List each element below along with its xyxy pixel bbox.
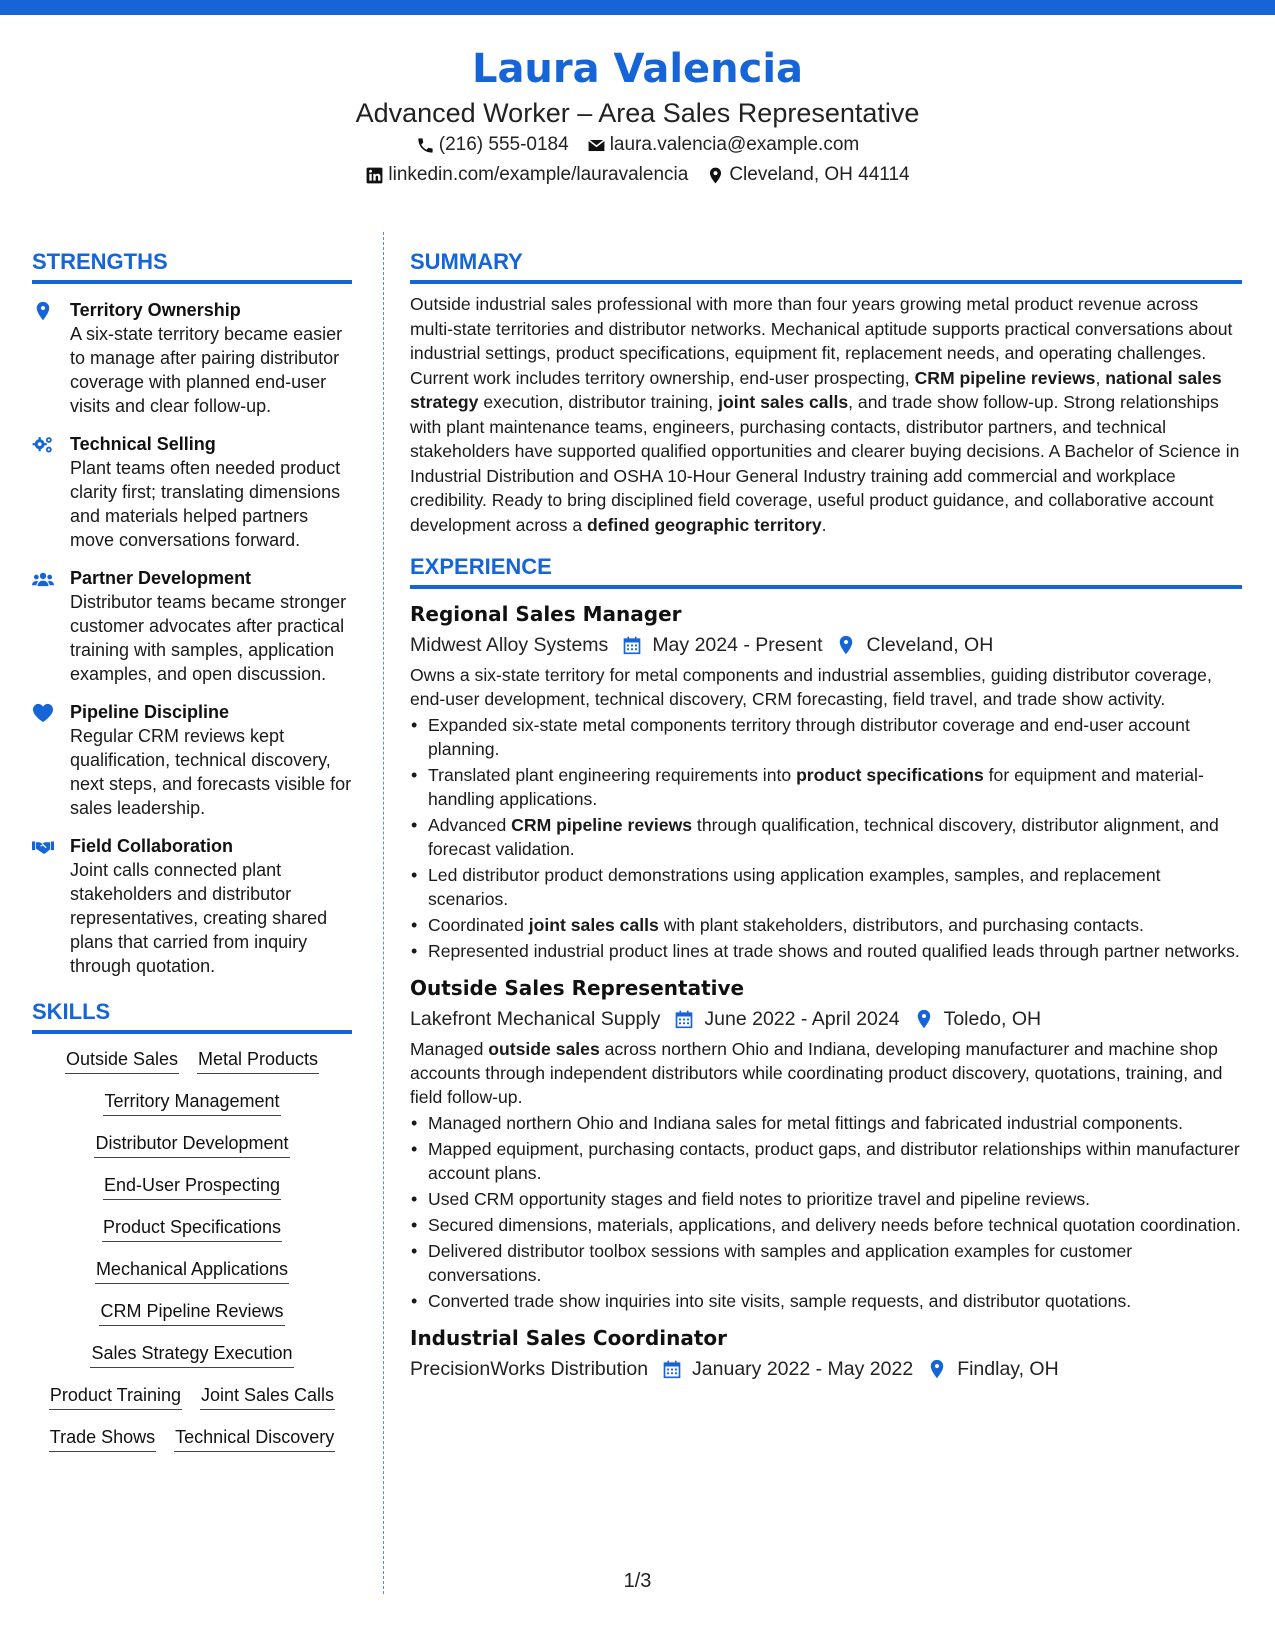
bold-text: joint sales calls bbox=[528, 915, 659, 935]
bullet-item bbox=[410, 913, 1242, 937]
strength-description: Distributor teams became stronger customer advocates after practical training with samples, application examples, and open discussion. bbox=[70, 592, 347, 684]
job-meta bbox=[410, 1353, 1242, 1385]
text-segment: Advanced bbox=[428, 815, 512, 835]
strength-description: Joint calls connected plant stakeholders and distributor representatives, creating shared plans that carried from inquiry through quotation. bbox=[70, 860, 328, 976]
contact-row-2 bbox=[0, 160, 1275, 190]
jobs-list bbox=[410, 599, 1242, 1385]
text-segment: Represented industrial product lines at trade shows and routed qualified leads through partner networks. bbox=[428, 941, 1240, 961]
strength-item bbox=[32, 432, 352, 552]
summary-text bbox=[410, 292, 1242, 537]
skill-row bbox=[99, 1298, 284, 1326]
skill-tag: Metal Products bbox=[197, 1046, 319, 1074]
bullet-item bbox=[410, 863, 1242, 911]
job-entry bbox=[410, 599, 1242, 963]
company-name: Lakefront Mechanical Supply bbox=[410, 1008, 661, 1030]
strength-item bbox=[32, 834, 352, 978]
job-dates: January 2022 - May 2022 bbox=[692, 1358, 914, 1380]
skill-row bbox=[90, 1340, 293, 1368]
job-entry bbox=[410, 1323, 1242, 1385]
job-location: Findlay, OH bbox=[957, 1358, 1059, 1380]
bold-text: product specifications bbox=[796, 765, 984, 785]
linkedin-text: linkedin.com/example/lauravalencia bbox=[388, 164, 689, 185]
job-title: Regional Sales Manager bbox=[410, 602, 682, 626]
job-meta bbox=[410, 1003, 1242, 1035]
bullet-item bbox=[410, 1137, 1242, 1185]
column-divider bbox=[383, 232, 384, 1594]
strengths-list bbox=[32, 298, 352, 978]
experience-heading: EXPERIENCE bbox=[410, 551, 1242, 589]
text-segment: , and trade show follow-up. Strong relationships with plant maintenance teams, engineers, purchasing contacts, distributor partners, and technical stakeholders have supported qualified opportunities and clearer buying decisions. A Bachelor of Science in Industrial Distribution and OSHA 10-Hour General Industry training add commercial and workplace credibility. Ready to bring disciplined field coverage, useful product guidance, and collaborative account development across a bbox=[410, 392, 1240, 535]
top-accent-bar bbox=[0, 0, 1275, 15]
map-pin-icon bbox=[927, 1359, 947, 1379]
skill-tag: Product Specifications bbox=[102, 1214, 282, 1242]
right-column bbox=[410, 246, 1242, 1385]
bullet-item bbox=[410, 1187, 1242, 1211]
location-contact bbox=[706, 160, 909, 190]
skill-row bbox=[49, 1382, 335, 1410]
skill-tag: Product Training bbox=[49, 1382, 182, 1410]
bullet-item bbox=[410, 713, 1242, 761]
job-location: Cleveland, OH bbox=[866, 634, 994, 656]
strength-description: Regular CRM reviews kept qualification, technical discovery, next steps, and forecasts visible for sales leadership. bbox=[70, 726, 352, 818]
skill-tag: Sales Strategy Execution bbox=[90, 1340, 293, 1368]
text-segment: with plant stakeholders, distributors, and purchasing contacts. bbox=[658, 915, 1144, 935]
map-pin-icon bbox=[32, 298, 70, 418]
text-segment: Converted trade show inquiries into site visits, sample requests, and distributor quotations. bbox=[428, 1291, 1132, 1311]
email-text: laura.valencia@example.com bbox=[609, 134, 860, 155]
bold-text: CRM pipeline reviews bbox=[914, 367, 1096, 388]
bullet-item bbox=[410, 813, 1242, 861]
skill-tag: Joint Sales Calls bbox=[200, 1382, 335, 1410]
strength-title: Pipeline Discipline bbox=[70, 702, 230, 722]
envelope-icon bbox=[587, 136, 606, 155]
text-segment: Owns a six-state territory for metal components and industrial assemblies, guiding distributor coverage, end-user development, technical discovery, CRM forecasting, field travel, and trade show activity. bbox=[410, 665, 1212, 709]
text-segment: Translated plant engineering requirements into bbox=[428, 765, 797, 785]
text-segment: , bbox=[1095, 367, 1106, 388]
strength-title: Field Collaboration bbox=[70, 836, 234, 856]
location-text: Cleveland, OH 44114 bbox=[729, 164, 910, 185]
skill-row bbox=[49, 1424, 335, 1452]
job-description bbox=[410, 663, 1242, 711]
strength-item bbox=[32, 566, 352, 686]
text-segment: across northern Ohio and Indiana, developing manufacturer and machine shop accounts through independent distributors while coordinating product discovery, quotations, training, and field follow-up. bbox=[410, 1039, 1223, 1107]
skills-list bbox=[32, 1046, 352, 1466]
text-segment: Secured dimensions, materials, applications, and delivery needs before technical quotation coordination. bbox=[428, 1215, 1241, 1235]
job-bullets bbox=[410, 1111, 1242, 1313]
strength-body bbox=[70, 432, 352, 552]
job-bullets bbox=[410, 713, 1242, 963]
text-segment: Mapped equipment, purchasing contacts, product gaps, and distributor relationships within manufacturer account plans. bbox=[428, 1139, 1240, 1183]
strength-body bbox=[70, 298, 352, 418]
job-description bbox=[410, 1037, 1242, 1109]
skill-row bbox=[103, 1088, 280, 1116]
bullet-item bbox=[410, 939, 1242, 963]
skills-heading: SKILLS bbox=[32, 996, 352, 1034]
skill-row bbox=[94, 1130, 289, 1158]
strength-item bbox=[32, 700, 352, 820]
strength-description: Plant teams often needed product clarity first; translating dimensions and materials helped partners move conversations forward. bbox=[70, 458, 341, 550]
strength-title: Partner Development bbox=[70, 568, 252, 588]
text-segment: Outside industrial sales professional with more than four years growing metal product revenue across multi-state territories and distributor networks. Mechanical aptitude supports practical conversations about industrial settings, product specifications, equipment fit, replacement needs, and operating challenges. Current work includes territory ownership, end-user prospecting, bbox=[410, 294, 1233, 388]
bold-text: joint sales calls bbox=[718, 392, 849, 412]
skill-tag: Trade Shows bbox=[49, 1424, 156, 1452]
skill-tag: Territory Management bbox=[103, 1088, 280, 1116]
handshake-icon bbox=[32, 834, 70, 978]
job-entry bbox=[410, 973, 1242, 1313]
strength-description: A six-state territory became easier to manage after pairing distributor coverage with planned end-user visits and clear follow-up. bbox=[70, 324, 343, 416]
job-title: Outside Sales Representative bbox=[410, 976, 745, 1000]
strengths-heading: STRENGTHS bbox=[32, 246, 352, 284]
strength-title: Technical Selling bbox=[70, 434, 216, 454]
text-segment: through qualification, technical discovery, distributor alignment, and forecast validation. bbox=[428, 815, 1219, 859]
map-pin-icon bbox=[706, 166, 725, 185]
calendar-icon bbox=[662, 1359, 682, 1379]
job-meta bbox=[410, 629, 1242, 661]
skill-row bbox=[65, 1046, 319, 1074]
text-segment: Coordinated bbox=[428, 915, 529, 935]
job-title: Industrial Sales Coordinator bbox=[410, 1326, 728, 1350]
text-segment: Managed bbox=[410, 1039, 489, 1059]
gears-icon bbox=[32, 432, 70, 552]
skill-tag: Mechanical Applications bbox=[95, 1256, 289, 1284]
left-column bbox=[32, 246, 352, 1466]
text-segment: . bbox=[821, 514, 827, 535]
text-segment: Expanded six-state metal components territory through distributor coverage and end-user account planning. bbox=[428, 715, 1190, 759]
skill-row bbox=[95, 1256, 289, 1284]
email-contact[interactable] bbox=[587, 130, 860, 160]
skill-tag: Distributor Development bbox=[94, 1130, 289, 1158]
strength-body bbox=[70, 566, 352, 686]
candidate-name: Laura Valencia bbox=[471, 46, 804, 92]
bullet-item bbox=[410, 1213, 1242, 1237]
skill-tag: Outside Sales bbox=[65, 1046, 179, 1074]
skill-row bbox=[102, 1214, 282, 1242]
strength-title: Territory Ownership bbox=[70, 300, 241, 320]
text-segment: for equipment and material-handling applications. bbox=[428, 765, 1204, 809]
bullet-item bbox=[410, 1289, 1242, 1313]
map-pin-icon bbox=[836, 635, 856, 655]
text-segment: Used CRM opportunity stages and field notes to prioritize travel and pipeline reviews. bbox=[428, 1189, 1091, 1209]
calendar-icon bbox=[622, 635, 642, 655]
strength-item bbox=[32, 298, 352, 418]
phone-contact bbox=[416, 130, 569, 160]
linkedin-icon bbox=[365, 166, 384, 185]
job-location: Toledo, OH bbox=[943, 1008, 1042, 1030]
page-number: 1/3 bbox=[623, 1570, 652, 1592]
text-segment: Led distributor product demonstrations using application examples, samples, and replacement scenarios. bbox=[428, 865, 1161, 909]
contact-row-1 bbox=[0, 130, 1275, 160]
company-name: Midwest Alloy Systems bbox=[410, 634, 609, 656]
phone-icon bbox=[416, 136, 435, 155]
bold-text: outside sales bbox=[488, 1039, 600, 1059]
calendar-icon bbox=[674, 1009, 694, 1029]
text-segment: Delivered distributor toolbox sessions with samples and application examples for customer conversations. bbox=[428, 1241, 1133, 1285]
map-pin-icon bbox=[914, 1009, 934, 1029]
bullet-item bbox=[410, 1111, 1242, 1135]
bold-text: CRM pipeline reviews bbox=[511, 815, 693, 835]
job-dates: June 2022 - April 2024 bbox=[704, 1008, 900, 1030]
job-dates: May 2024 - Present bbox=[652, 634, 823, 656]
linkedin-contact[interactable] bbox=[365, 160, 688, 190]
company-name: PrecisionWorks Distribution bbox=[410, 1358, 649, 1380]
skill-tag: End-User Prospecting bbox=[103, 1172, 281, 1200]
skill-tag: Technical Discovery bbox=[174, 1424, 335, 1452]
strength-body bbox=[70, 700, 352, 820]
bullet-item bbox=[410, 763, 1242, 811]
phone-text: (216) 555-0184 bbox=[438, 134, 569, 155]
bold-text: defined geographic territory bbox=[587, 514, 822, 535]
heart-icon bbox=[32, 700, 70, 820]
text-segment: Managed northern Ohio and Indiana sales for metal fittings and fabricated industrial components. bbox=[428, 1113, 1184, 1133]
bullet-item bbox=[410, 1239, 1242, 1287]
users-icon bbox=[32, 566, 70, 686]
strength-body bbox=[70, 834, 352, 978]
bold-text: national sales strategy bbox=[410, 367, 1222, 412]
skill-row bbox=[103, 1172, 281, 1200]
resume-header bbox=[0, 42, 1275, 190]
candidate-title: Advanced Worker – Area Sales Representative bbox=[355, 98, 920, 128]
skill-tag: CRM Pipeline Reviews bbox=[99, 1298, 284, 1326]
summary-heading: SUMMARY bbox=[410, 246, 1242, 284]
text-segment: execution, distributor training, bbox=[478, 392, 719, 412]
